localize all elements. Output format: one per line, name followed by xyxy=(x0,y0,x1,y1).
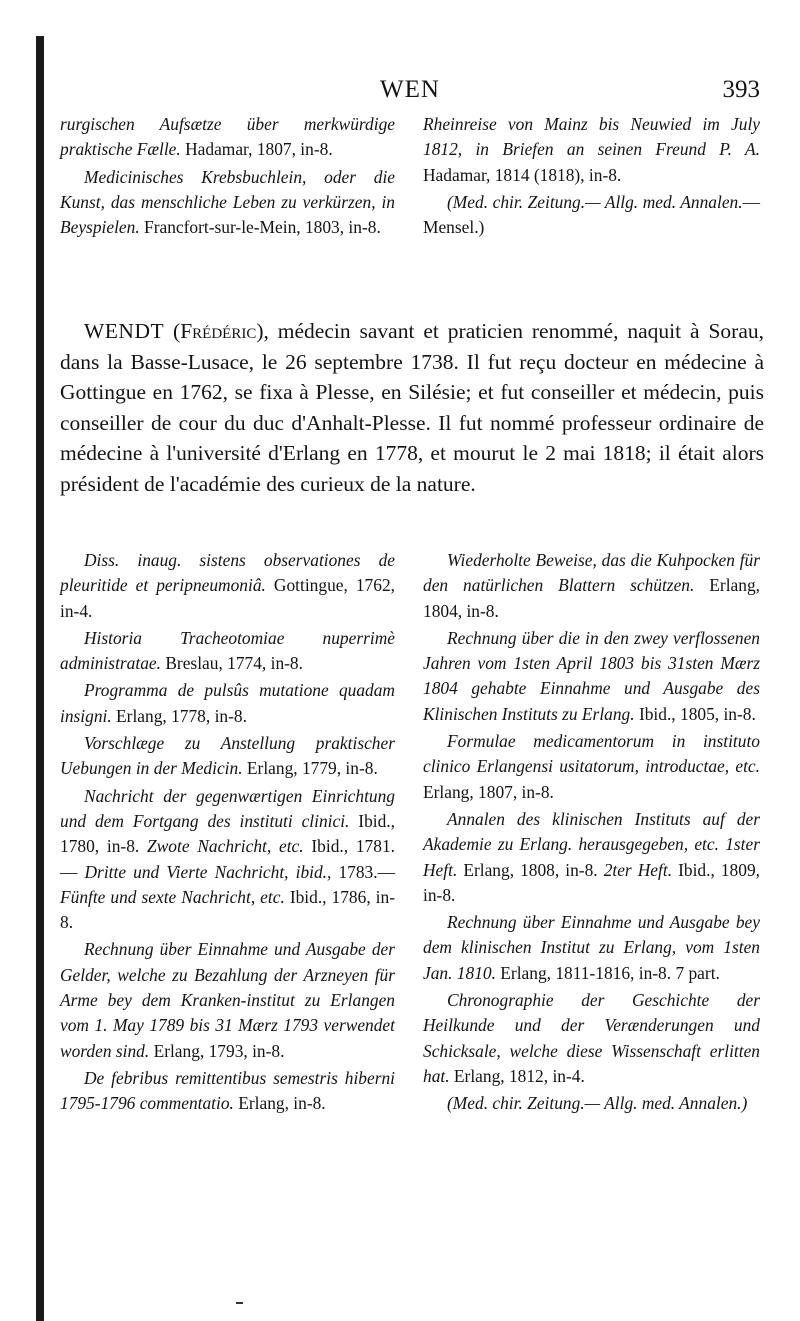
subject-forename: (Frédéric) xyxy=(173,319,264,343)
bib-entry xyxy=(60,112,395,163)
bib-entry xyxy=(423,910,760,986)
bib-entry xyxy=(60,678,395,729)
biography-paragraph xyxy=(60,316,764,499)
top-left-column xyxy=(60,112,395,242)
sources-note xyxy=(423,1091,760,1116)
top-right-column xyxy=(423,112,760,242)
entry-title: Rheinreise von Mainz bis Neuwied im July 1812, in Briefen an seinen Freund P. A. xyxy=(423,114,760,160)
entry-title: Diss. inaug. sistens observationes de pleuritide et peripneumoniâ. xyxy=(60,550,395,596)
works-right-column xyxy=(423,548,760,1119)
sources-note xyxy=(423,190,760,241)
bib-entry xyxy=(60,165,395,241)
works-left-column xyxy=(60,548,395,1119)
bib-entry xyxy=(423,112,760,188)
entry-imprint: Erlang, 1812, in-4. xyxy=(449,1065,585,1086)
entry-title: Zwote Nachricht, etc. xyxy=(139,836,304,857)
entry-imprint: Francfort-sur-le-Mein, 1803, in-8. xyxy=(139,217,381,238)
entry-title: Nachricht der gegenwærtigen Einrichtung und dem Fortgang des instituti clinici. xyxy=(60,785,395,831)
page-mark xyxy=(236,1302,243,1304)
entry-imprint: Erlang, 1804, in-8. xyxy=(423,575,760,621)
entry-imprint: 1783.— xyxy=(331,861,395,882)
entry-imprint: Hadamar, 1814 (1818), in-8. xyxy=(423,164,622,185)
sources-tail: — Mensel.) xyxy=(423,191,760,238)
bib-entry xyxy=(60,937,395,1063)
page-binding-edge xyxy=(36,36,44,1321)
entry-title: Medicinisches Krebsbuchlein, oder die Kunst, das menschliche Leben zu verkürzen, in Beyspielen. xyxy=(60,166,395,238)
bib-entry xyxy=(60,1066,395,1117)
entry-title: Wiederholte Beweise, das die Kuhpocken für den natürlichen Blattern schützen. xyxy=(423,550,760,596)
entry-title: Annalen des klinischen Instituts auf der Akademie zu Erlang. herausgegeben, etc. 1ster Heft. xyxy=(423,808,760,880)
entry-imprint: Ibid., 1780, in-8. xyxy=(60,810,395,857)
bib-entry xyxy=(60,784,395,936)
entry-title: De febribus remittentibus semestris hiberni 1795-1796 commentatio. xyxy=(60,1067,395,1114)
entry-imprint: Erlang, 1811-1816, in-8. 7 part. xyxy=(495,962,720,983)
entry-title: Historia Tracheotomiae nuperrimè administratae. xyxy=(60,627,395,674)
entry-imprint: Hadamar, 1807, in-8. xyxy=(180,139,333,160)
bib-entry xyxy=(60,626,395,677)
bib-entry xyxy=(423,807,760,908)
entry-imprint: Ibid., 1809, in-8. xyxy=(423,859,760,905)
entry-imprint: Erlang, 1808, in-8. xyxy=(457,859,598,880)
entry-title: Formulae medicamentorum in instituto clinico Erlangensi usitatorum, introductae, etc. xyxy=(423,731,760,777)
entry-imprint: Ibid., 1786, in-8. xyxy=(60,886,396,933)
bib-entry xyxy=(423,988,760,1089)
entry-title: Dritte und Vierte Nachricht, ibid., xyxy=(77,861,332,882)
sources-title: (Med. chir. Zeitung.— Allg. med. Annalen.) xyxy=(447,1093,748,1114)
entry-title: Chronographie der Geschichte der Heilkunde und der Verænderungen und Schicksale, welche diese Wissenschaft erlitten hat. xyxy=(423,990,760,1086)
entry-title: Rechnung über die in den zwey verflossenen Jahren vom 1sten April 1803 bis 31sten Mærz 1804 gehabte Einnahme und Ausgabe des Klinischen Instituts zu Erlang. xyxy=(423,627,760,724)
entry-title: Rechnung über Einnahme und Ausgabe der Gelder, welche zu Bezahlung der Arzneyen für Arme bey dem Kranken-institut zu Erlangen vom 1. May 1789 bis 31 Mærz 1793 verwendet worden sind. xyxy=(60,939,395,1061)
entry-imprint: Erlang, 1779, in-8. xyxy=(242,758,378,779)
entry-title: 2ter Heft. xyxy=(597,859,673,880)
page-header xyxy=(60,72,760,110)
bib-entry xyxy=(60,731,395,782)
sources-title: (Med. chir. Zeitung.— Allg. med. Annalen. xyxy=(447,191,743,212)
entry-imprint: Erlang, 1778, in-8. xyxy=(111,705,247,726)
entry-imprint: Ibid., 1781. — xyxy=(60,836,395,882)
entry-title: Rechnung über Einnahme und Ausgabe bey dem klinischen Institut zu Erlang, vom 1sten Jan. 1810. xyxy=(423,912,760,983)
entry-imprint: Erlang, 1793, in-8. xyxy=(149,1040,285,1061)
biography-text xyxy=(60,316,764,499)
bib-entry xyxy=(423,626,760,727)
entry-imprint: Ibid., 1805, in-8. xyxy=(634,703,756,724)
entry-title: Vorschlæge zu Anstellung praktischer Uebungen in der Medicin. xyxy=(60,733,395,779)
page-number: 393 xyxy=(722,76,760,103)
bib-entry xyxy=(60,548,395,624)
subject-name: WENDT xyxy=(84,319,165,343)
entry-imprint: Breslau, 1774, in-8. xyxy=(160,653,303,674)
entry-imprint: Gottingue, 1762, in-4. xyxy=(60,575,395,621)
entry-title: Programma de pulsûs mutatione quadam insigni. xyxy=(60,680,395,726)
entry-imprint: Erlang, 1807, in-8. xyxy=(423,781,554,802)
running-head: WEN xyxy=(380,76,440,103)
bib-entry xyxy=(423,729,760,805)
entry-imprint: Erlang, in-8. xyxy=(233,1093,326,1114)
bib-entry xyxy=(423,548,760,624)
biography-body: , médecin savant et praticien renommé, naquit à Sorau, dans la Basse-Lusace, le 26 septembre 1738. Il fut reçu docteur en médecine à Gottingue en 1762, se fixa à Plesse, en Silésie; et fut conseiller et médecin, puis conseiller de cour du duc d'Anhalt-Plesse. Il fut nommé professeur ordinaire de médecine à l'université d'Erlang en 1778, et mourut le 2 mai 1818; il était alors président de l'académie des curieux de la nature. xyxy=(60,319,765,496)
entry-title: rurgischen Aufsætze über merkwürdige praktische Fælle. xyxy=(60,114,395,160)
entry-title: Fünfte und sexte Nachricht, etc. xyxy=(60,886,285,907)
